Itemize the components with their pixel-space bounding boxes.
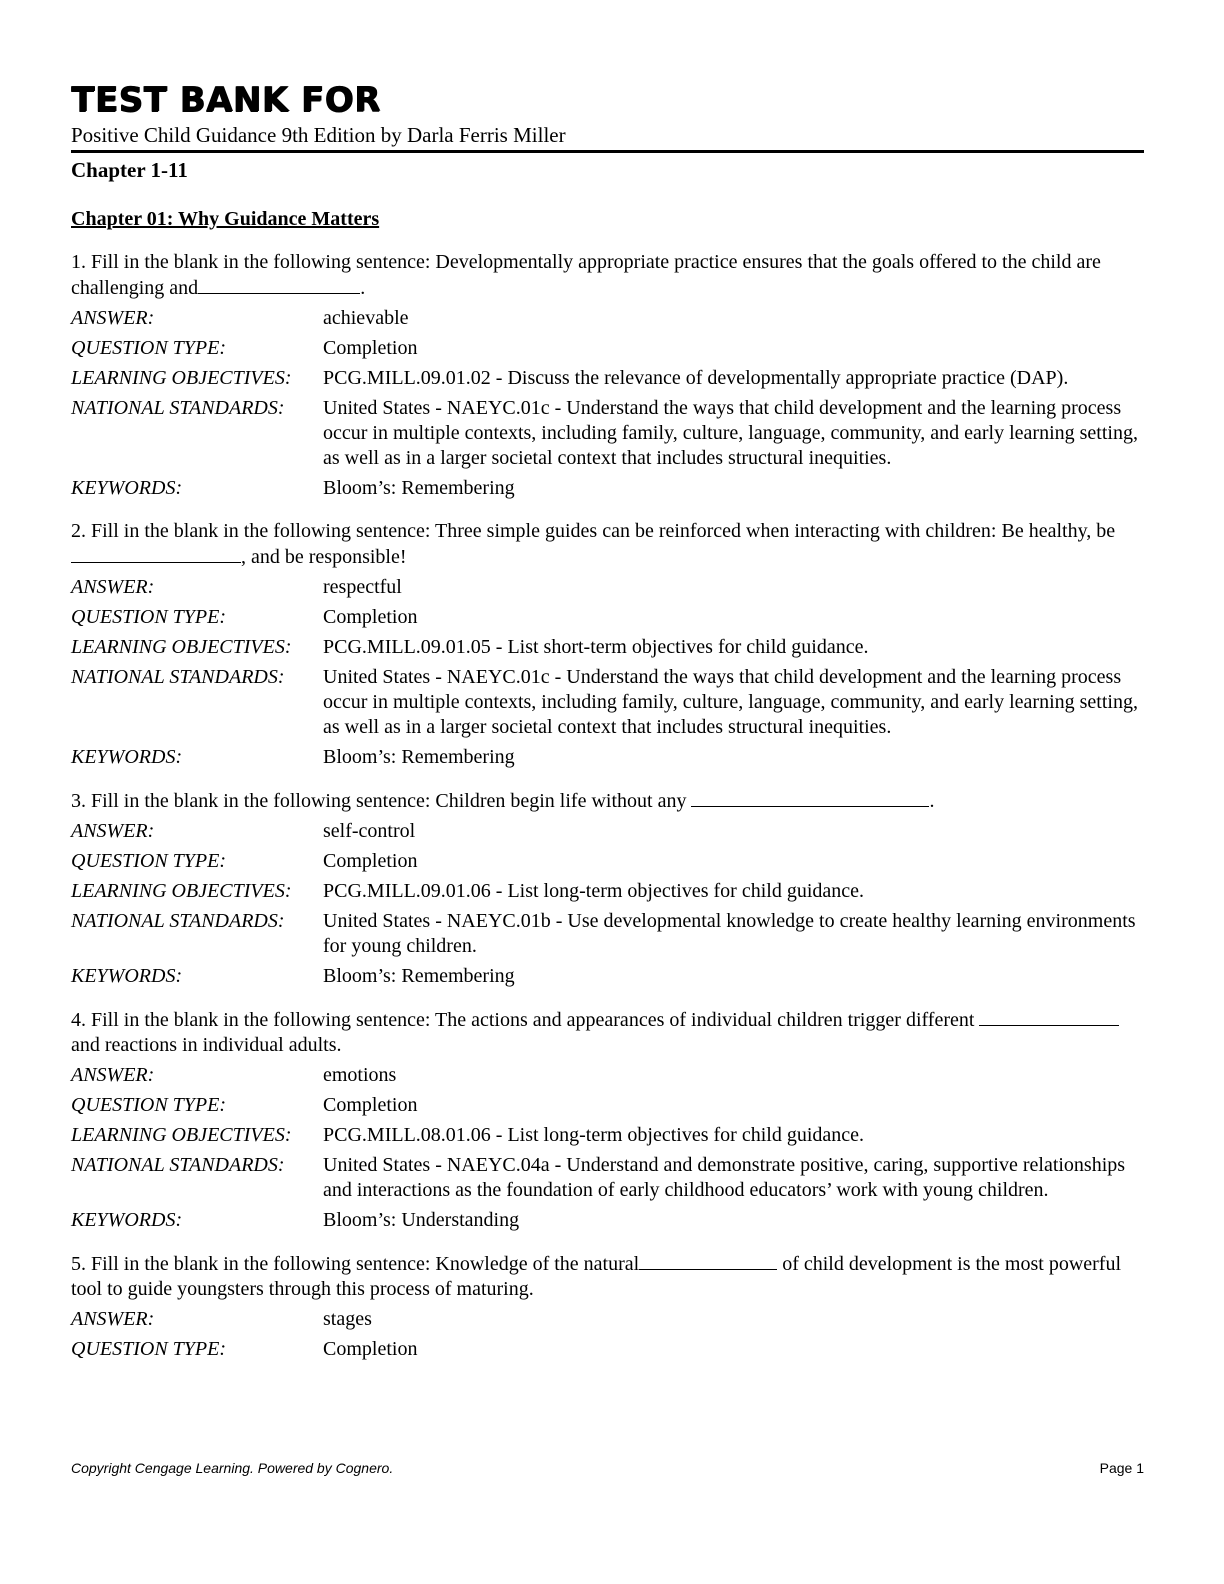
answer-blank: [198, 275, 360, 294]
question-text: 3. Fill in the blank in the following sentence: Children begin life without any .: [71, 790, 935, 812]
question-text: 1. Fill in the blank in the following sentence: Developmentally appropriate practice ensures that the goals offered to the child are challenging and .: [71, 251, 1101, 299]
answer-row: ANSWER: achievable: [71, 307, 409, 329]
keywords-row: KEYWORDS: Bloom’s: Remembering: [71, 477, 515, 499]
answer-blank: [639, 1251, 777, 1270]
question-type-row: QUESTION TYPE: Completion: [71, 1338, 418, 1360]
book-subtitle: Positive Child Guidance 9th Edition by Darla Ferris Miller: [71, 123, 566, 147]
copyright-text: Copyright Cengage Learning. Powered by Cognero.: [71, 1460, 394, 1476]
question-block: [71, 1251, 1144, 1362]
national-standards-row: NATIONAL STANDARDS: United States - NAEYC.01c - Understand the ways that child development and the learning process occur in multiple contexts, including family, culture, language, community, and early learning setting, as well as in a larger societal context that includes structural inequities.: [71, 666, 1138, 738]
question-text: 2. Fill in the blank in the following sentence: Three simple guides can be reinforced when interacting with children: Be healthy, be, and be responsible!: [71, 520, 1116, 568]
banner-title: TEST BANK FOR: [71, 80, 381, 120]
national-standards-row: NATIONAL STANDARDS: United States - NAEYC.01b - Use developmental knowledge to create healthy learning environments for young children.: [71, 910, 1136, 957]
question-type-row: QUESTION TYPE: Completion: [71, 1094, 418, 1116]
answer-row: ANSWER: self-control: [71, 820, 416, 842]
question-type-row: QUESTION TYPE: Completion: [71, 850, 418, 872]
learning-objectives-row: LEARNING OBJECTIVES: PCG.MILL.09.01.06 - List long-term objectives for child guidance.: [71, 880, 865, 902]
answer-row: ANSWER: respectful: [71, 576, 402, 598]
page-footer: [71, 1460, 1144, 1476]
national-standards-row: NATIONAL STANDARDS: United States - NAEYC.01c - Understand the ways that child development and the learning process occur in multiple contexts, including family, culture, language, community, and early learning setting, as well as in a larger societal context that includes structural inequities.: [71, 397, 1138, 469]
question-type-row: QUESTION TYPE: Completion: [71, 337, 418, 359]
page-number: Page 1: [1099, 1460, 1144, 1476]
answer-row: ANSWER: stages: [71, 1308, 372, 1330]
learning-objectives-row: LEARNING OBJECTIVES: PCG.MILL.08.01.06 - List long-term objectives for child guidance.: [71, 1124, 865, 1146]
question-block: [71, 519, 1144, 770]
answer-blank: [691, 788, 929, 807]
document-page: [71, 80, 1144, 1362]
answer-blank: [979, 1007, 1119, 1026]
answer-row: ANSWER: emotions: [71, 1064, 397, 1086]
chapter-title: Chapter 01: Why Guidance Matters: [71, 208, 380, 230]
question-block: [71, 788, 1144, 989]
answer-blank: [71, 544, 241, 563]
question-type-row: QUESTION TYPE: Completion: [71, 606, 418, 628]
keywords-row: KEYWORDS: Bloom’s: Remembering: [71, 965, 515, 987]
question-block: [71, 1007, 1144, 1233]
learning-objectives-row: LEARNING OBJECTIVES: PCG.MILL.09.01.02 - Discuss the relevance of developmentally appropriate practice (DAP).: [71, 367, 1069, 389]
learning-objectives-row: LEARNING OBJECTIVES: PCG.MILL.09.01.05 - List short-term objectives for child guidance.: [71, 636, 869, 658]
question-block: [71, 250, 1144, 501]
national-standards-row: NATIONAL STANDARDS: United States - NAEYC.04a - Understand and demonstrate positive, caring, supportive relationships and interactions as the foundation of early childhood educators’ work with young children.: [71, 1154, 1126, 1201]
question-text: 4. Fill in the blank in the following sentence: The actions and appearances of individual children trigger different and reactions in individual adults.: [71, 1007, 1144, 1058]
question-text: 5. Fill in the blank in the following sentence: Knowledge of the natural of child development is the most powerful tool to guide youngsters through this process of maturing.: [71, 1253, 1122, 1300]
chapter-range: Chapter 1-11: [71, 158, 188, 182]
keywords-row: KEYWORDS: Bloom’s: Understanding: [71, 1209, 520, 1231]
header-rule: [71, 150, 1144, 153]
keywords-row: KEYWORDS: Bloom’s: Remembering: [71, 746, 515, 768]
